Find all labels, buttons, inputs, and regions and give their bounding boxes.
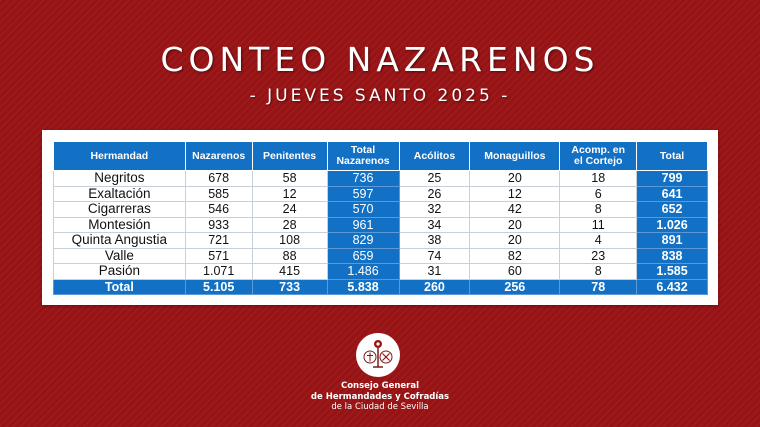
cell-hermandad: Negritos [54, 171, 186, 187]
cell-nazarenos: 678 [185, 171, 252, 187]
cell-hermandad: Exaltación [54, 186, 186, 202]
cell-hermandad: Valle [54, 248, 186, 264]
cell-total-nazarenos: 829 [327, 233, 399, 249]
cell-monaguillos: 256 [470, 279, 560, 295]
cell-penitentes: 108 [252, 233, 327, 249]
cell-acomp: 4 [560, 233, 637, 249]
cell-hermandad: Total [54, 279, 186, 295]
col-header-acomp: Acomp. en el Cortejo [560, 142, 637, 171]
cell-total-nazarenos: 570 [327, 202, 399, 218]
cell-acomp: 8 [560, 264, 637, 280]
cell-monaguillos: 12 [470, 186, 560, 202]
table-row [54, 202, 708, 218]
cell-penitentes: 415 [252, 264, 327, 280]
table-card [42, 130, 718, 305]
cell-hermandad: Montesión [54, 217, 186, 233]
table-row [54, 233, 708, 249]
cell-acolitos: 74 [399, 248, 470, 264]
cell-acolitos: 26 [399, 186, 470, 202]
cell-acolitos: 31 [399, 264, 470, 280]
cell-total: 6.432 [637, 279, 708, 295]
cell-acomp: 23 [560, 248, 637, 264]
cell-penitentes: 58 [252, 171, 327, 187]
table-row [54, 248, 708, 264]
cell-penitentes: 12 [252, 186, 327, 202]
cell-nazarenos: 933 [185, 217, 252, 233]
cell-penitentes: 733 [252, 279, 327, 295]
cell-monaguillos: 42 [470, 202, 560, 218]
cell-total-nazarenos: 1.486 [327, 264, 399, 280]
cell-acolitos: 38 [399, 233, 470, 249]
cell-nazarenos: 546 [185, 202, 252, 218]
cell-monaguillos: 20 [470, 171, 560, 187]
page-title: CONTEO NAZARENOS [160, 40, 600, 79]
col-header-penitentes: Penitentes [252, 142, 327, 171]
cell-acolitos: 260 [399, 279, 470, 295]
cell-total: 838 [637, 248, 708, 264]
cell-monaguillos: 82 [470, 248, 560, 264]
cell-nazarenos: 721 [185, 233, 252, 249]
org-line-1: Consejo General [340, 381, 420, 391]
cell-penitentes: 88 [252, 248, 327, 264]
cell-total: 799 [637, 171, 708, 187]
cell-total-nazarenos: 597 [327, 186, 399, 202]
cell-total-nazarenos: 736 [327, 171, 399, 187]
table-row [54, 186, 708, 202]
cell-nazarenos: 1.071 [185, 264, 252, 280]
cell-hermandad: Quinta Angustia [54, 233, 186, 249]
table-total-row [54, 279, 708, 295]
cell-total: 1.585 [637, 264, 708, 280]
table-row [54, 217, 708, 233]
cell-total-nazarenos: 961 [327, 217, 399, 233]
page-subtitle: - JUEVES SANTO 2025 - [249, 86, 511, 106]
cell-acolitos: 32 [399, 202, 470, 218]
cell-nazarenos: 5.105 [185, 279, 252, 295]
cell-monaguillos: 20 [470, 217, 560, 233]
cell-total: 1.026 [637, 217, 708, 233]
organization-name [0, 381, 760, 413]
col-header-total-nazarenos: Total Nazarenos [327, 142, 399, 171]
conteo-table [53, 141, 708, 295]
cell-nazarenos: 585 [185, 186, 252, 202]
cell-total: 641 [637, 186, 708, 202]
cell-monaguillos: 60 [470, 264, 560, 280]
cell-monaguillos: 20 [470, 233, 560, 249]
table-row [54, 264, 708, 280]
cell-total-nazarenos: 5.838 [327, 279, 399, 295]
cell-total-nazarenos: 659 [327, 248, 399, 264]
cell-penitentes: 28 [252, 217, 327, 233]
col-header-total: Total [637, 142, 708, 171]
cell-total: 891 [637, 233, 708, 249]
cell-hermandad: Pasión [54, 264, 186, 280]
consejo-emblem-icon [356, 333, 400, 377]
org-line-2: de Hermandades y Cofradías [310, 391, 450, 402]
col-header-hermandad: Hermandad [54, 142, 186, 171]
col-header-nazarenos: Nazarenos [185, 142, 252, 171]
col-header-acolitos: Acólitos [399, 142, 470, 171]
table-header-row [54, 142, 708, 171]
cell-acolitos: 34 [399, 217, 470, 233]
cell-acomp: 78 [560, 279, 637, 295]
table-row [54, 171, 708, 187]
emblem-svg [356, 333, 400, 377]
cell-penitentes: 24 [252, 202, 327, 218]
cell-acomp: 11 [560, 217, 637, 233]
cell-total: 652 [637, 202, 708, 218]
cell-acomp: 18 [560, 171, 637, 187]
cell-hermandad: Cigarreras [54, 202, 186, 218]
org-line-3: de la Ciudad de Sevilla [331, 402, 429, 412]
col-header-monaguillos: Monaguillos [470, 142, 560, 171]
cell-acomp: 6 [560, 186, 637, 202]
cell-nazarenos: 571 [185, 248, 252, 264]
cell-acomp: 8 [560, 202, 637, 218]
cell-acolitos: 25 [399, 171, 470, 187]
